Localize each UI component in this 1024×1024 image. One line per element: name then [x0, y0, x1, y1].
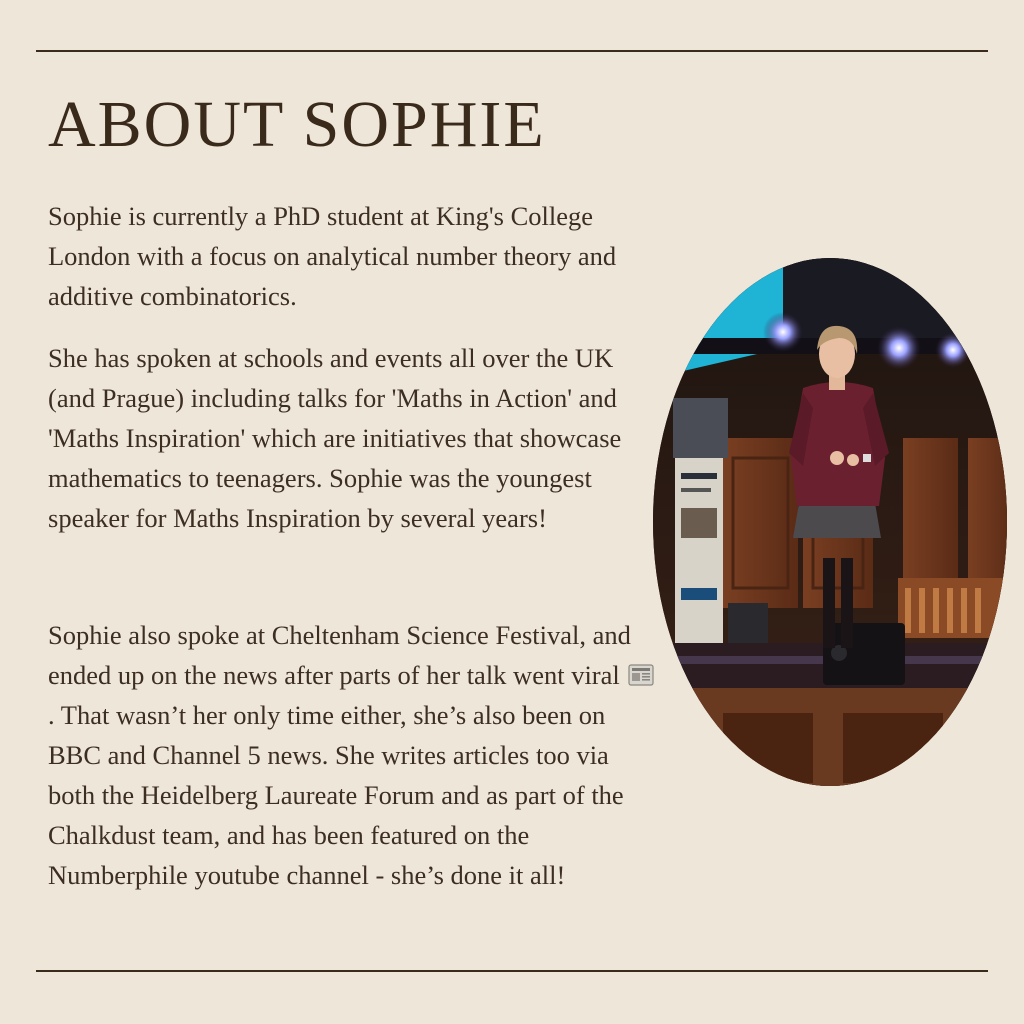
top-divider — [36, 50, 988, 52]
page-title: ABOUT SOPHIE — [48, 88, 546, 161]
bottom-divider — [36, 970, 988, 972]
bio-paragraph-speaking: She has spoken at schools and events all over the UK (and Prague) including talks for 'Maths in Action' and 'Maths Inspiration' which are initiatives that showcase mathematics to teenagers. Sophie was the youngest speaker for Maths Inspiration by several years! — [48, 343, 622, 533]
newspaper-icon — [628, 658, 654, 682]
bio-paragraph-education: Sophie is currently a PhD student at King's College London with a focus on analytical number theory and additive combinatorics. — [48, 201, 617, 311]
media-text-end: . That wasn’t her only time either, she’s also been on BBC and Channel 5 news. She writes articles too via both the Heidelberg Laureate Forum and as part of the Chalkdust team, and has been featured on the Numberphile youtube channel - she’s done it all! — [48, 700, 624, 890]
media-text-start: Sophie also spoke at Cheltenham Science Festival, and ended up on the news after parts of her talk went viral — [48, 620, 631, 690]
bio-paragraph-media — [48, 615, 658, 895]
speaker-photo — [653, 258, 1007, 786]
